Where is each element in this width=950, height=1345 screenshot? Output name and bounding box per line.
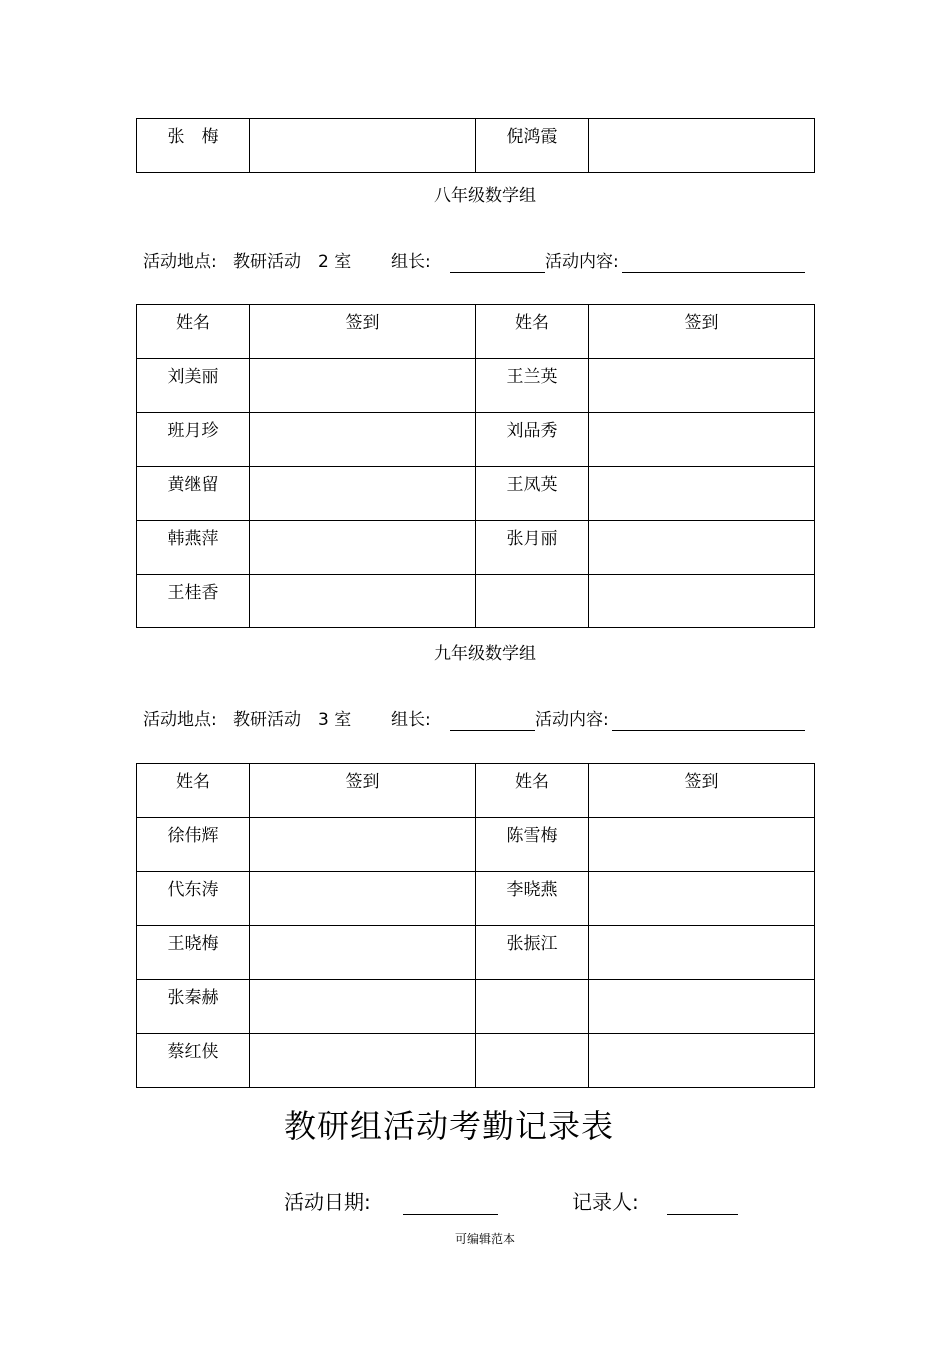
name-cell: 王兰英 — [476, 359, 589, 413]
table-row — [137, 926, 815, 980]
sign-cell[interactable] — [589, 467, 815, 521]
table-row — [137, 359, 815, 413]
group-title-grade9: 九年级数学组 — [434, 644, 536, 664]
date-blank[interactable] — [403, 1214, 498, 1215]
sign-cell[interactable] — [250, 413, 476, 467]
table-row — [137, 119, 815, 173]
sign-cell[interactable] — [589, 521, 815, 575]
name-cell: 班月珍 — [137, 413, 250, 467]
sign-cell[interactable] — [589, 1034, 815, 1088]
leader-label: 组长: — [391, 252, 431, 272]
content-label: 活动内容: — [545, 252, 619, 272]
header-sign: 签到 — [250, 305, 476, 359]
sign-cell[interactable] — [250, 467, 476, 521]
leader-blank[interactable] — [450, 272, 545, 273]
attendance-table-grade8 — [136, 304, 815, 628]
name-cell: 张 梅 — [137, 119, 250, 173]
table-row — [137, 575, 815, 628]
recorder-label: 记录人: — [572, 1190, 639, 1214]
header-name: 姓名 — [137, 305, 250, 359]
recorder-blank[interactable] — [667, 1214, 738, 1215]
table-row — [137, 818, 815, 872]
name-cell: 刘美丽 — [137, 359, 250, 413]
name-cell: 李晓燕 — [476, 872, 589, 926]
sign-cell[interactable] — [250, 359, 476, 413]
name-cell: 黄继留 — [137, 467, 250, 521]
sign-cell[interactable] — [250, 818, 476, 872]
sign-cell[interactable] — [589, 413, 815, 467]
table-header-row — [137, 305, 815, 359]
sign-cell[interactable] — [589, 818, 815, 872]
content-blank[interactable] — [622, 272, 805, 273]
location-value: 教研活动 3 室 — [233, 710, 352, 730]
sign-cell[interactable] — [589, 872, 815, 926]
table-row — [137, 521, 815, 575]
header-sign: 签到 — [250, 764, 476, 818]
name-cell: 刘品秀 — [476, 413, 589, 467]
header-sign: 签到 — [589, 764, 815, 818]
header-name: 姓名 — [137, 764, 250, 818]
location-value: 教研活动 2 室 — [233, 252, 352, 272]
sign-cell[interactable] — [250, 1034, 476, 1088]
footer-note: 可编辑范本 — [454, 1232, 515, 1246]
table-row — [137, 1034, 815, 1088]
sign-cell[interactable] — [250, 980, 476, 1034]
name-cell: 代东涛 — [137, 872, 250, 926]
table-row — [137, 467, 815, 521]
name-cell: 王凤英 — [476, 467, 589, 521]
name-cell — [476, 1034, 589, 1088]
sign-cell[interactable] — [250, 926, 476, 980]
name-cell: 张月丽 — [476, 521, 589, 575]
location-label: 活动地点: — [143, 252, 217, 272]
sign-cell[interactable] — [589, 119, 815, 173]
location-label: 活动地点: — [143, 710, 217, 730]
sign-cell[interactable] — [589, 359, 815, 413]
name-cell: 王桂香 — [137, 575, 250, 628]
name-cell: 韩燕萍 — [137, 521, 250, 575]
name-cell: 张振江 — [476, 926, 589, 980]
header-sign: 签到 — [589, 305, 815, 359]
sign-cell[interactable] — [589, 980, 815, 1034]
sign-cell[interactable] — [250, 872, 476, 926]
content-blank[interactable] — [612, 730, 805, 731]
date-label: 活动日期: — [284, 1190, 371, 1214]
group-title-grade8: 八年级数学组 — [434, 186, 536, 206]
name-cell: 陈雪梅 — [476, 818, 589, 872]
sign-cell[interactable] — [250, 575, 476, 628]
continued-attendance-table — [136, 118, 815, 173]
name-cell: 徐伟辉 — [137, 818, 250, 872]
sign-cell[interactable] — [589, 575, 815, 628]
sign-cell[interactable] — [250, 119, 476, 173]
table-row — [137, 413, 815, 467]
table-row — [137, 980, 815, 1034]
content-label: 活动内容: — [535, 710, 609, 730]
name-cell: 张秦赫 — [137, 980, 250, 1034]
activity-info-grade8 — [143, 251, 813, 275]
form-title: 教研组活动考勤记录表 — [284, 1107, 615, 1145]
name-cell: 蔡红侠 — [137, 1034, 250, 1088]
leader-blank[interactable] — [450, 730, 535, 731]
leader-label: 组长: — [391, 710, 431, 730]
header-name: 姓名 — [476, 305, 589, 359]
name-cell — [476, 575, 589, 628]
name-cell: 倪鸿霞 — [476, 119, 589, 173]
name-cell — [476, 980, 589, 1034]
sign-cell[interactable] — [250, 521, 476, 575]
activity-info-grade9 — [143, 709, 813, 733]
header-name: 姓名 — [476, 764, 589, 818]
table-row — [137, 872, 815, 926]
attendance-table-grade9 — [136, 763, 815, 1088]
table-header-row — [137, 764, 815, 818]
sign-cell[interactable] — [589, 926, 815, 980]
name-cell: 王晓梅 — [137, 926, 250, 980]
